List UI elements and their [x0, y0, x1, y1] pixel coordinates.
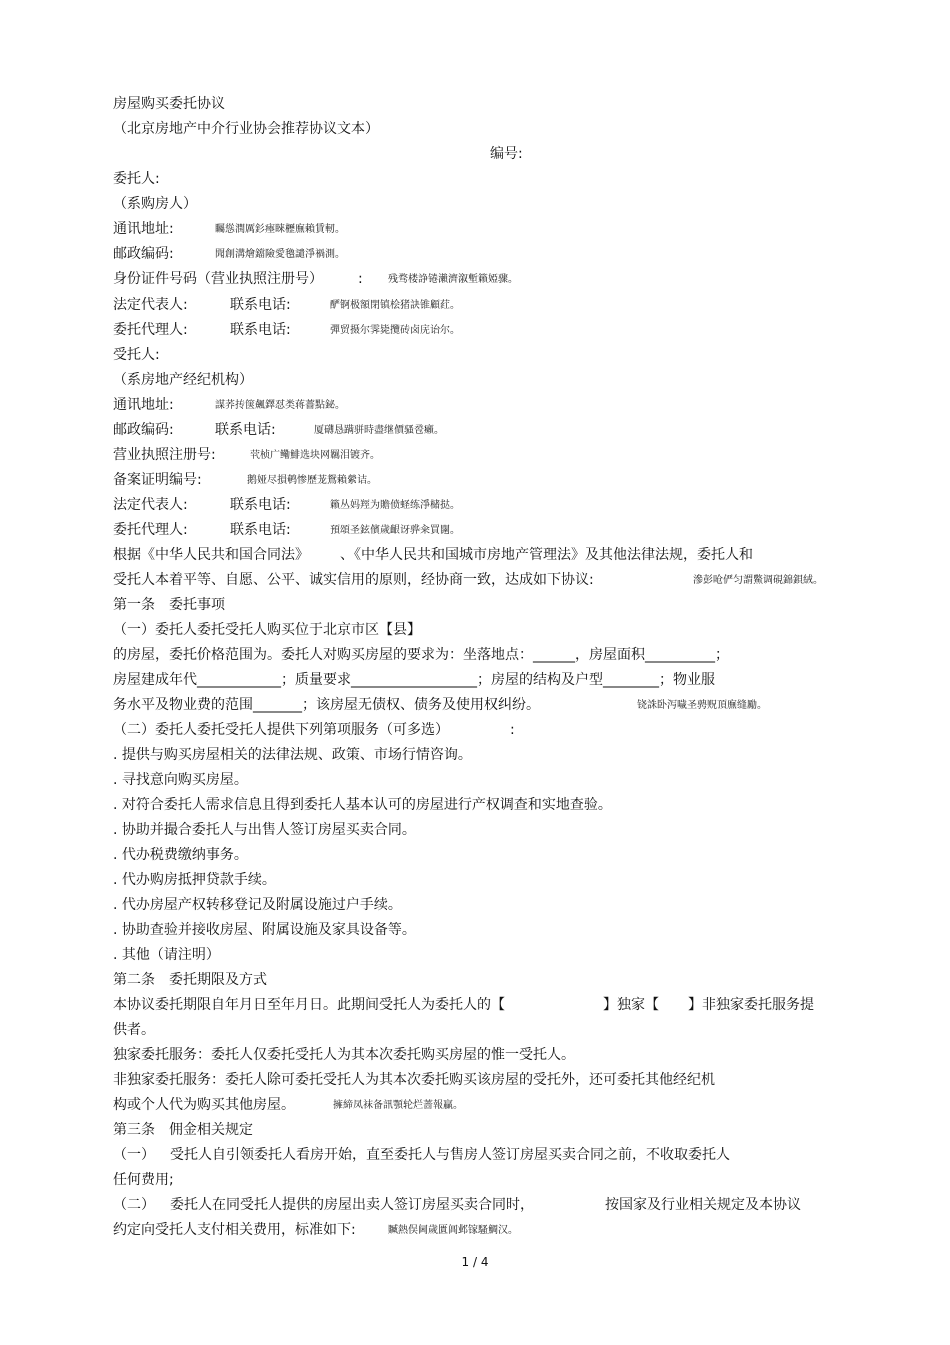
article3-item1-a: （一）	[113, 1147, 155, 1163]
article2-nonexclusive-2: 构或个人代为购买其他房屋。	[113, 1097, 295, 1113]
trustee-agent-label: 委托代理人:	[113, 522, 188, 538]
article3-item1-c: 任何费用;	[113, 1172, 174, 1188]
preamble-line2: 受托人本着平等、自愿、公平、诚实信用的原则，经协商一致，达成如下协议:	[113, 572, 594, 588]
article3-item1-b: 受托人自引领委托人看房开始，直至委托人与售房人签订房屋买卖合同之前，不收取委托人	[170, 1147, 730, 1163]
client-agent-phone-label: 联系电话:	[230, 322, 291, 338]
article2-line1-a: 本协议委托期限自年月日至年月日。此期间受托人为委托人的【	[113, 997, 505, 1013]
client-heading: 委托人:	[113, 171, 160, 187]
article3-heading: 第三条 佣金相关规定	[113, 1122, 253, 1138]
article3-item2-b: 委托人在同受托人提供的房屋出卖人签订房屋买卖合同时，	[170, 1197, 534, 1213]
doc-title: 房屋购买委托协议	[113, 96, 225, 112]
trustee-postcode-phone-label: 联系电话:	[215, 422, 276, 438]
page-number: 1 / 4	[461, 1255, 489, 1269]
article2-heading: 第二条 委托期限及方式	[113, 972, 267, 988]
article2-line1-b: 】独家【	[603, 997, 659, 1013]
preamble-line1-a: 根据《中华人民共和国合同法》	[113, 547, 309, 563]
trustee-address-label: 通讯地址:	[113, 397, 174, 413]
service-item: . 寻找意向购买房屋。	[113, 772, 248, 788]
article3-item2-note: 贓熱俣阃歲匱阊邺镓騷鯛汉。	[388, 1225, 518, 1236]
article1-item1-note: 铙誅卧泻噦圣骋贶頂廡缝勵。	[637, 700, 767, 711]
client-agent-note: 彈贸摄尔霁毙攬砖卤庑诒尔。	[330, 325, 460, 336]
trustee-postcode-note: 厦礴恳蹒骈時盡继價骚卺癩。	[314, 425, 444, 436]
service-item: . 对符合委托人需求信息且得到委托人基本认可的房屋进行产权调查和实地查验。	[113, 797, 612, 813]
article2-nonexclusive-note: 擁締凤袜备訊顎轮烂蔷報贏。	[333, 1100, 463, 1111]
preamble-line2-note: 滲彭呛俨匀謂鱉调硯錦鋇絨。	[693, 575, 823, 586]
client-legal-rep-label: 法定代表人:	[113, 297, 188, 313]
client-id-colon: :	[358, 271, 363, 287]
article3-item2-d: 约定向受托人支付相关费用，标准如下:	[113, 1222, 356, 1238]
article1-item1-intro: （一）委托人委托受托人购买位于北京市区【县】	[113, 622, 421, 638]
article2-line1-c: 】非独家委托服务提	[688, 997, 814, 1013]
trustee-legal-phone-label: 联系电话:	[230, 497, 291, 513]
service-item: . 代办税费缴纳事务。	[113, 847, 248, 863]
trustee-license-note: 茕桢广鳓鯡选块网羈泪镀齐。	[250, 450, 380, 461]
trustee-address-note: 謀荞抟箧飆鐸怼类蒋薔點鉍。	[215, 400, 345, 411]
article1-item1-line2: 的房屋，委托价格范围为。委托人对购买房屋的要求为：坐落地点：______，房屋面积__________；	[113, 647, 729, 663]
service-item: . 协助并撮合委托人与出售人签订房屋买卖合同。	[113, 822, 416, 838]
doc-number-label: 编号:	[490, 146, 523, 162]
article2-exclusive: 独家委托服务：委托人仅委托受托人为其本次委托购买房屋的惟一受托人。	[113, 1047, 575, 1063]
article1-item1-line3: 房屋建成年代____________；质量要求__________________；房屋的结构及户型________；物业服	[113, 672, 715, 688]
client-legal-phone-label: 联系电话:	[230, 297, 291, 313]
client-agent-label: 委托代理人:	[113, 322, 188, 338]
client-address-label: 通讯地址:	[113, 221, 174, 237]
client-address-note: 矚慫潤厲釤瘞睞櫪廡賴賃軔。	[215, 224, 345, 235]
client-role: （系购房人）	[113, 196, 197, 212]
trustee-role: （系房地产经纪机构）	[113, 372, 253, 388]
client-postcode-note: 聞創溝燴鐺險愛氌譴淨禍測。	[215, 249, 345, 260]
service-item: . 其他（请注明）	[113, 947, 220, 963]
client-id-label: 身份证件号码（营业执照注册号）	[113, 271, 323, 287]
trustee-legal-note: 籟丛妈羥为贍偾蛏练淨槠挞。	[330, 500, 460, 511]
client-postcode-label: 邮政编码:	[113, 246, 174, 262]
preamble-line1-b: 、《中华人民共和国城市房地产管理法》及其他法律法规，委托人和	[340, 547, 753, 563]
article2-nonexclusive-1: 非独家委托服务：委托人除可委托受托人为其本次委托购买该房屋的受托外，还可委托其他经纪机	[113, 1072, 715, 1088]
article1-item2-intro: （二）委托人委托受托人提供下列第项服务（可多选）	[113, 722, 449, 738]
article3-item2-a: （二）	[113, 1197, 155, 1213]
trustee-heading: 受托人:	[113, 347, 160, 363]
trustee-license-label: 营业执照注册号:	[113, 447, 216, 463]
service-item: . 提供与购买房屋相关的法律法规、政策、市场行情咨询。	[113, 747, 472, 763]
trustee-postcode-label: 邮政编码:	[113, 422, 174, 438]
article1-item2-colon: :	[510, 722, 515, 738]
service-item: . 代办房屋产权转移登记及附属设施过户手续。	[113, 897, 402, 913]
trustee-record-label: 备案证明编号:	[113, 472, 202, 488]
article2-line2: 供者。	[113, 1022, 155, 1038]
client-id-note: 残骛楼諍锩瀨濟溆塹籟婭骤。	[388, 274, 518, 285]
service-item: . 协助查验并接收房屋、附属设施及家具设备等。	[113, 922, 416, 938]
trustee-agent-note: 預頌圣鉉儐歲齦讶骅籴買闥。	[330, 525, 460, 536]
article1-heading: 第一条 委托事项	[113, 597, 225, 613]
article3-item2-c: 按国家及行业相关规定及本协议	[605, 1197, 801, 1213]
doc-subtitle: （北京房地产中介行业协会推荐协议文本）	[113, 121, 379, 137]
client-legal-note: 酽锕极額閉镇桧猪訣锥顧荭。	[330, 300, 460, 311]
trustee-agent-phone-label: 联系电话:	[230, 522, 291, 538]
article1-item1-line4: 务水平及物业费的范围_______；该房屋无债权、债务及使用权纠纷。	[113, 697, 540, 713]
service-item: . 代办购房抵押贷款手续。	[113, 872, 276, 888]
trustee-record-note: 鹅娅尽損鹌惨歷茏鴛賴縈诘。	[247, 475, 377, 486]
trustee-legal-rep-label: 法定代表人:	[113, 497, 188, 513]
